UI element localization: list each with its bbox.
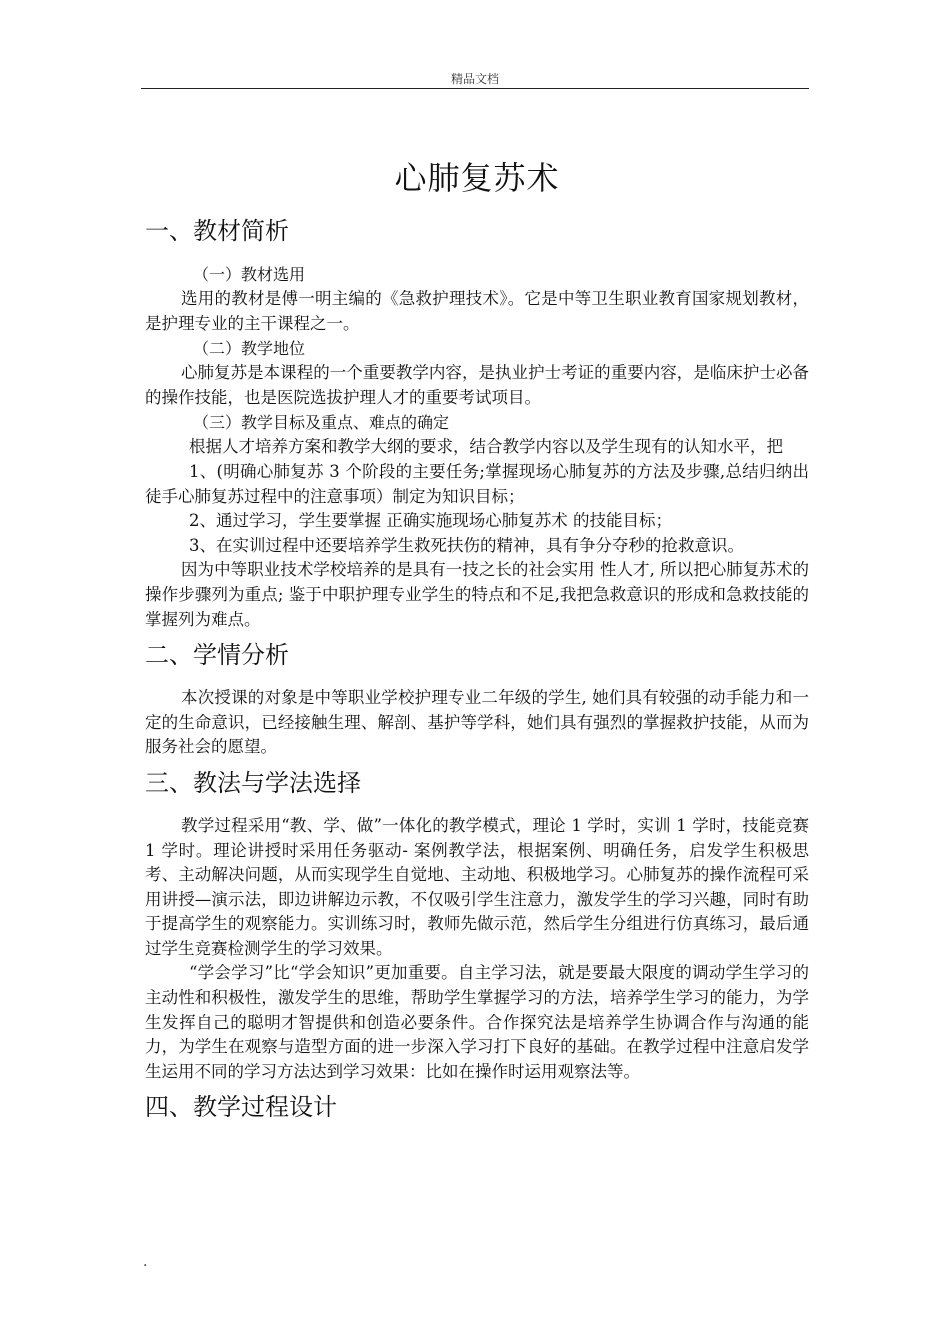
spacer [145, 254, 809, 262]
section-heading-4: 四、教学过程设计 [145, 1093, 337, 1122]
list-item-attitude-goal: 3、在实训过程中还要培养学生救死扶伤的精神，具有争分夺秒的抢救意识。 [189, 535, 744, 555]
page-header: 精品文档 [450, 72, 499, 86]
section-heading-1: 一、教材简析 [145, 217, 289, 245]
subheading-teaching-status: （二）教学地位 [193, 339, 306, 359]
paragraph: 本次授课的对象是中等职业学校护理专业二年级的学生, 她们具有较强的动手能力和一定的生命意识，已经接触生理、解剖、基护等学科，她们具有强烈的掌握救护技能，从而为服务社会的愿望。 [145, 688, 809, 757]
list-item-skill-goal: 2、通过学习，学生要掌握 正确实施现场心肺复苏术 的技能目标； [189, 511, 672, 531]
paragraph: 因为中等职业技术学校培养的是具有一技之长的社会实用 性人才, 所以把心肺复苏术的操作步骤列为重点; 鉴于中职护理专业学生的特点和不足,我把急救意识的形成和急救技能的掌握列为难点。 [145, 560, 809, 629]
paragraph: “学会学习”比“学会知识”更加重要。自主学习法，就是要最大限度的调动学生学习的主动性和积极性，激发学生的思维，帮助学生掌握学习的方法，培养学生学习的能力，为学生发挥自己的聪明才智提供和创造必要条件。合作探究法是培养学生协调合作与沟通的能力，为学生在观察与造型方面的进一步深入学习打下良好的基础。在教学过程中注意启发学生运用不同的学习方法达到学习效果：比如在操作时运用观察法等。 [145, 963, 809, 1081]
section-heading-3: 三、教法与学法选择 [145, 768, 361, 797]
header-divider [141, 88, 809, 89]
paragraph: 根据人才培养方案和教学大纲的要求，结合教学内容以及学生现有的认知水平，把 [189, 437, 783, 457]
subheading-teaching-goals: （三）教学目标及重点、难点的确定 [193, 413, 450, 433]
paragraph: 选用的教材是傅一明主编的《急救护理技术》。它是中等卫生职业教育国家规划教材，是护理专业的主干课程之一。 [145, 289, 809, 333]
subheading-textbook-selection: （一）教材选用 [193, 265, 306, 284]
section-heading-2: 二、学情分析 [145, 641, 289, 670]
list-item-knowledge-goal: 1、(明确心肺复苏 3 个阶段的主要任务;掌握现场心肺复苏的方法及步骤,总结归纳出徒手心肺复苏过程中的注意事项）制定为知识目标； [145, 461, 809, 506]
spacer [145, 678, 809, 686]
spacer [145, 806, 809, 814]
paragraph: 教学过程采用“教、学、做”一体化的教学模式，理论 1 学时，实训 1 学时，技能竞赛 1 学时。理论讲授时采用任务驱动- 案例教学法，根据案例、明确任务，启发学生积极思考、主动解决问题，从而实现学生自觉地、主动地、积极地学习。心肺复苏的操作流程可采用讲授—演示法，即边讲解边示教，不仅吸引学生注意力，激发学生的学习兴趣，同时有助于提高学生的观察能力。实训练习时，教师先做示范，然后学生分组进行仿真练习，最后通过学生竞赛检测学生的学习效果。 [145, 815, 809, 958]
document-title: 心肺复苏术 [394, 159, 560, 197]
document-body [145, 150, 809, 1130]
footer-mark: . [143, 1254, 148, 1270]
paragraph: 心肺复苏是本课程的一个重要教学内容，是执业护士考证的重要内容，是临床护士必备的操作技能，也是医院选拔护理人才的重要考试项目。 [145, 363, 809, 407]
